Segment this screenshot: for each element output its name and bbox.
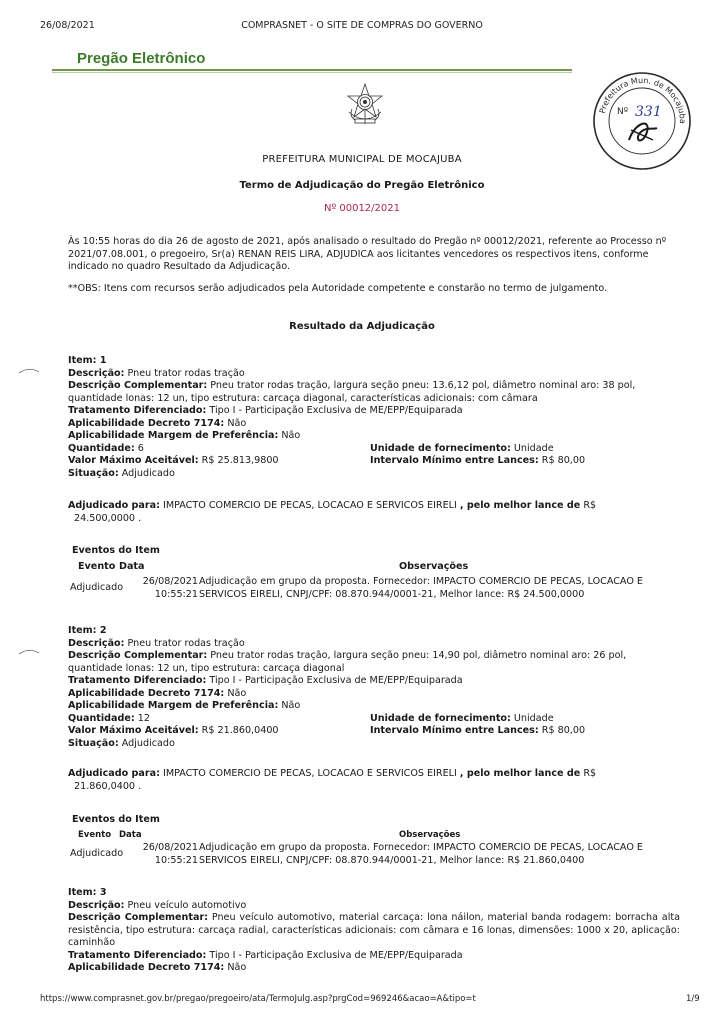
col-observacoes: Observações (399, 830, 461, 840)
item-block-2 (68, 625, 680, 750)
item-unidade: Unidade (513, 712, 554, 724)
item-lance-currency: R$ (583, 768, 597, 779)
field-label: Quantidade: (68, 712, 135, 724)
item-lance-value: 21.860,0400 . (74, 780, 142, 792)
item-title: Item: 2 (68, 625, 107, 636)
field-label: Descrição Complementar: (68, 380, 208, 391)
scan-mark (18, 647, 40, 655)
item-tratamento: Tipo I - Participação Exclusiva de ME/EPP/Equiparada (209, 675, 463, 686)
item-descricao-complementar: Pneu veículo automotivo, material carcaça: lona náilon, material banda rodagem: borracha alta resistência, tipo estrutura: carcaça radial, características adicionais: com câmara e 16 lonas, dimensões: 1000 x 20, aplicação: caminhão (68, 912, 680, 948)
org-name: PREFEITURA MUNICIPAL DE MOCAJUBA (262, 154, 462, 165)
print-date: 26/08/2021 (40, 20, 95, 31)
item-valor: R$ 25.813,9800 (201, 455, 279, 466)
field-label: Unidade de fornecimento: (370, 442, 511, 454)
event-type: Adjudicado (70, 582, 124, 593)
field-label: Adjudicado para: (68, 500, 160, 511)
item-adjudicado-para: IMPACTO COMERCIO DE PECAS, LOCACAO E SERVICOS EIRELI (162, 500, 457, 511)
col-evento: Evento (78, 830, 112, 840)
event-date-day: 26/08/2021 (142, 842, 198, 853)
field-label: Descrição Complementar: (68, 912, 209, 923)
print-page-number: 1/9 (686, 994, 700, 1004)
brand-title: Pregão Eletrônico (77, 50, 206, 67)
field-label: Valor Máximo Aceitável: (68, 725, 199, 736)
field-label: , pelo melhor lance de (459, 768, 581, 779)
item-descricao-complementar: Pneu trator rodas tração, largura seção pneu: 14,90 pol, diâmetro nominal aro: 26 pol, quantidade lonas: 12 un, tipo estrutura: carcaça diagonal (68, 650, 627, 674)
item-decreto: Não (227, 417, 247, 429)
field-label: Descrição: (68, 637, 125, 649)
field-label: Situação: (68, 467, 119, 479)
item-descricao: Pneu trator rodas tração (127, 367, 245, 379)
event-date (128, 576, 198, 601)
col-data: Data (119, 561, 145, 572)
event-date-day: 26/08/2021 (142, 576, 198, 587)
events-title: Eventos do Item (72, 545, 160, 556)
item-decreto: Não (227, 962, 247, 973)
field-label: Aplicabilidade Margem de Preferência: (68, 700, 279, 711)
col-evento: Evento (78, 561, 116, 572)
brand-divider (52, 69, 572, 71)
item-situacao: Adjudicado (121, 467, 175, 479)
field-label: , pelo melhor lance de (459, 500, 581, 511)
field-label: Aplicabilidade Decreto 7174: (68, 687, 225, 699)
coat-of-arms-icon (343, 82, 387, 126)
field-label: Intervalo Mínimo entre Lances: (370, 725, 539, 736)
item-margem: Não (281, 430, 301, 441)
field-label: Unidade de fornecimento: (370, 712, 511, 724)
print-url: https://www.comprasnet.gov.br/pregao/pregoeiro/ata/TermoJulg.asp?prgCod=969246&acao=A&tipo=t (40, 994, 476, 1004)
intro-paragraph: Às 10:55 horas do dia 26 de agosto de 2021, após analisado o resultado do Pregão nº 00012/2021, referente ao Processo nº 2021/07.08.001, o pregoeiro, Sr(a) RENAN REIS LIRA, ADJUDICA aos licitantes vencedores os respectivos itens, conforme indicado no quadro Resultado da Adjudicação. (68, 236, 667, 272)
event-date-time: 10:55:21 (154, 854, 198, 866)
item-lance-currency: R$ (583, 500, 597, 511)
item-unidade: Unidade (513, 442, 554, 454)
col-data: Data (119, 830, 142, 840)
field-label: Descrição: (68, 367, 125, 379)
field-label: Intervalo Mínimo entre Lances: (370, 455, 539, 466)
field-label: Valor Máximo Aceitável: (68, 455, 199, 466)
event-type: Adjudicado (70, 848, 124, 859)
item-adjudicado-2 (68, 768, 680, 793)
item-adjudicado-1 (68, 500, 680, 525)
stamp-ring-text: Prefeitura Mun. de Mocajuba (597, 75, 688, 124)
obs-paragraph: **OBS: Itens com recursos serão adjudicados pela Autoridade competente e constarão no termo de julgamento. (68, 283, 608, 294)
event-row (70, 842, 680, 868)
item-lance-value: 24.500,0000 . (74, 512, 142, 524)
print-site-title: COMPRASNET - O SITE DE COMPRAS DO GOVERNO (241, 20, 483, 31)
field-label: Situação: (68, 737, 119, 749)
item-margem: Não (281, 700, 301, 711)
stamp-number-label: Nº (617, 107, 628, 117)
event-observation: Adjudicação em grupo da proposta. Fornecedor: IMPACTO COMERCIO DE PECAS, LOCACAO E SERVICOS EIRELI, CNPJ/CPF: 08.870.944/0001-21, Melhor lance: R$ 24.500,0000 (199, 576, 643, 600)
stamp-signature (629, 124, 657, 141)
event-row (70, 576, 680, 602)
col-observacoes: Observações (399, 561, 469, 572)
item-quantidade: 6 (137, 442, 144, 454)
field-label: Tratamento Diferenciado: (68, 675, 207, 686)
event-observation: Adjudicação em grupo da proposta. Fornecedor: IMPACTO COMERCIO DE PECAS, LOCACAO E SERVICOS EIRELI, CNPJ/CPF: 08.870.944/0001-21, Melhor lance: R$ 21.860,0400 (199, 842, 643, 866)
field-label: Descrição: (68, 899, 125, 911)
item-title: Item: 1 (68, 355, 107, 366)
result-title: Resultado da Adjudicação (289, 321, 435, 332)
document-number: Nº 00012/2021 (323, 203, 400, 214)
field-label: Quantidade: (68, 442, 135, 454)
brand-divider-shadow (52, 72, 572, 73)
item-situacao: Adjudicado (121, 737, 175, 749)
item-block-1 (68, 355, 680, 480)
item-intervalo: R$ 80,00 (541, 455, 586, 466)
scan-mark (18, 366, 40, 374)
field-label: Descrição Complementar: (68, 650, 208, 661)
item-quantidade: 12 (137, 712, 150, 724)
item-decreto: Não (227, 687, 247, 699)
item-descricao: Pneu trator rodas tração (127, 637, 245, 649)
field-label: Aplicabilidade Margem de Preferência: (68, 430, 279, 441)
field-label: Aplicabilidade Decreto 7174: (68, 962, 225, 973)
field-label: Adjudicado para: (68, 768, 160, 779)
item-block-3 (68, 887, 680, 975)
field-label: Tratamento Diferenciado: (68, 405, 207, 416)
item-descricao: Pneu veículo automotivo (127, 899, 247, 911)
field-label: Tratamento Diferenciado: (68, 949, 207, 961)
field-label: Aplicabilidade Decreto 7174: (68, 417, 225, 429)
item-tratamento: Tipo I - Participação Exclusiva de ME/EPP/Equiparada (209, 405, 463, 416)
item-adjudicado-para: IMPACTO COMERCIO DE PECAS, LOCACAO E SERVICOS EIRELI (162, 768, 457, 779)
item-tratamento: Tipo I - Participação Exclusiva de ME/EPP/Equiparada (209, 949, 463, 961)
item-intervalo: R$ 80,00 (541, 725, 586, 736)
event-date (128, 842, 198, 867)
stamp-number: 331 (635, 104, 662, 120)
item-descricao-complementar: Pneu trator rodas tração, largura seção pneu: 13.6,12 pol, diâmetro nominal aro: 38 pol, quantidade lonas: 12 un, tipo estrutura: carcaça diagonal, características adicionais: com câmara (68, 380, 636, 404)
item-valor: R$ 21.860,0400 (201, 725, 279, 736)
events-title: Eventos do Item (72, 814, 160, 825)
event-date-time: 10:55:21 (154, 588, 198, 600)
item-title: Item: 3 (68, 887, 107, 898)
document-title: Termo de Adjudicação do Pregão Eletrônico (239, 180, 485, 191)
